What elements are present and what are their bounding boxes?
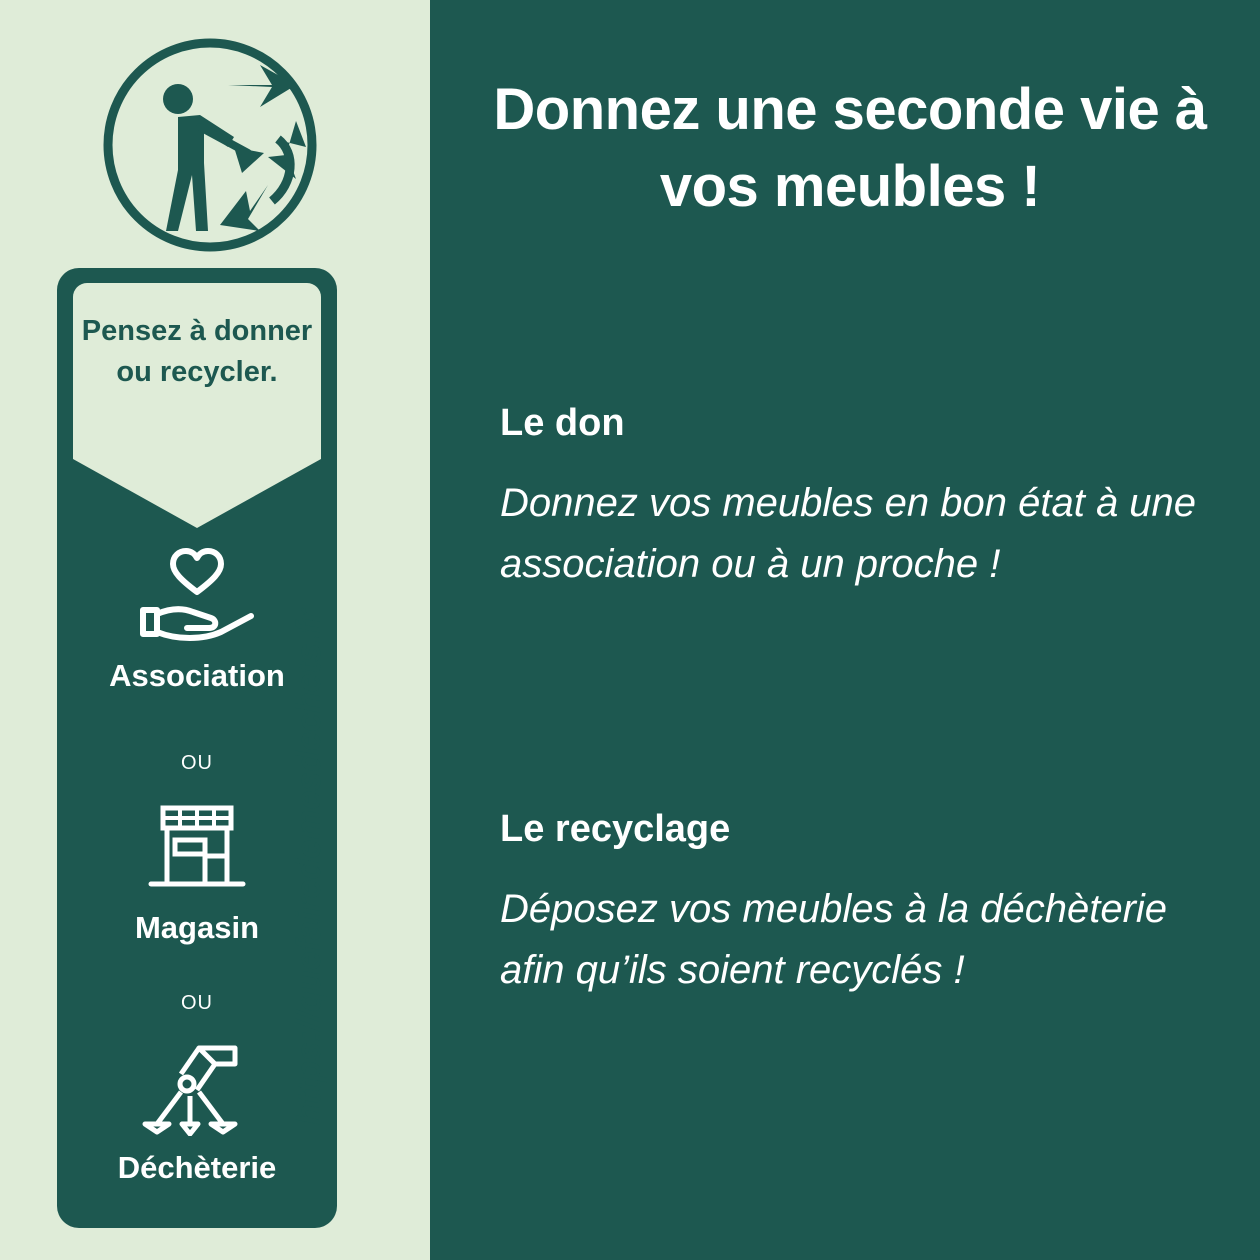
website-url[interactable] (290, 0, 329, 1125)
page-title: Donnez une seconde vie à vos meubles ! (493, 77, 1207, 219)
person-recycling-furniture-icon (100, 35, 320, 255)
section-title: Le recyclage (500, 808, 731, 850)
section-recyclage (500, 808, 1210, 1001)
hand-heart-icon (137, 548, 257, 644)
option-label: Déchèterie (117, 1150, 277, 1185)
banner (73, 283, 321, 528)
website-url-text: https://quefairedemesdechets.fr (290, 609, 328, 1125)
recycling-center-icon (137, 1040, 257, 1136)
section-title: Le don (500, 402, 625, 444)
section-body: Déposez vos meubles à la déchèterie afin qu’ils soient recyclés ! (500, 887, 1168, 992)
section-don (500, 402, 1210, 595)
banner-text: Pensez à donner ou recycler. (81, 315, 313, 389)
shop-icon (137, 800, 257, 896)
option-label: Magasin (134, 910, 260, 945)
option-label: Association (109, 658, 285, 693)
logo (100, 35, 320, 255)
separator-or-2: OU (181, 992, 213, 1014)
separator-or-1: OU (181, 752, 213, 774)
section-body: Donnez vos meubles en bon état à une association ou à un proche ! (500, 481, 1197, 586)
